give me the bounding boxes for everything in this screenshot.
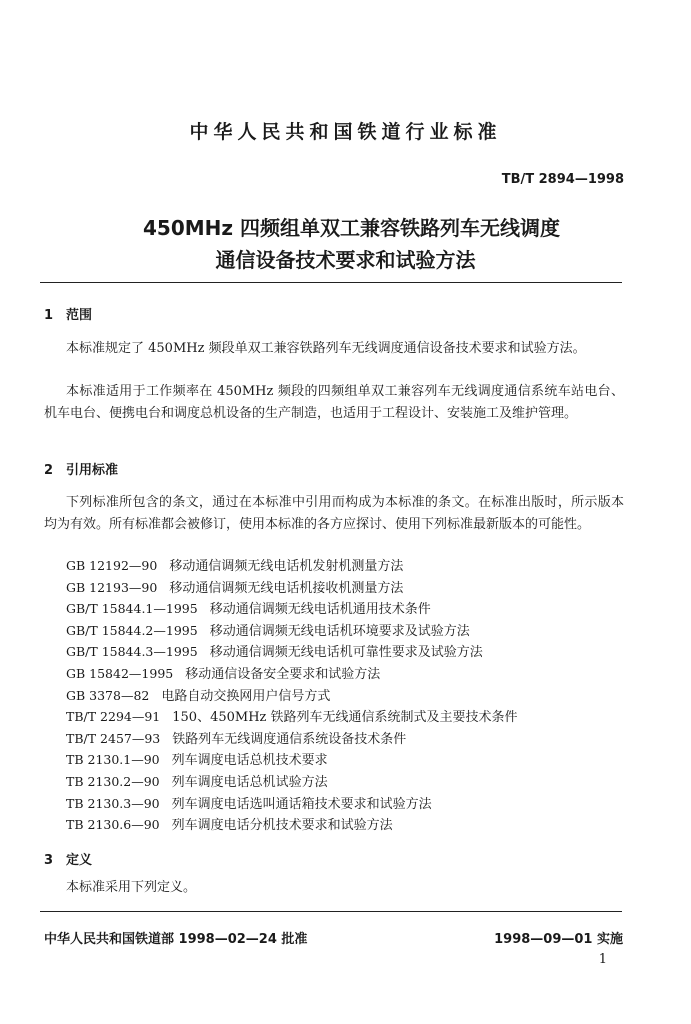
issuing-authority-heading: 中华人民共和国铁道行业标准 — [189, 121, 502, 143]
reference-code: TB 2130.3—90 — [66, 795, 160, 811]
reference-name: 列车调度电话选叫通话箱技术要求和试验方法 — [171, 796, 432, 812]
reference-item — [66, 620, 606, 642]
standard-code: TB/T 2894—1998 — [501, 172, 624, 187]
reference-code: GB/T 15844.3—1995 — [66, 644, 198, 660]
document-title-line-2: 通信设备技术要求和试验方法 — [215, 248, 476, 272]
reference-code: GB/T 15844.1—1995 — [66, 601, 198, 617]
reference-item — [66, 555, 606, 577]
reference-item — [66, 749, 606, 771]
reference-code: GB 12192—90 — [66, 558, 158, 573]
footer-divider — [40, 911, 622, 912]
reference-name: 铁路列车无线调度通信系统设备技术条件 — [172, 731, 407, 747]
section-number: 1 — [44, 308, 54, 323]
page-number: 1 — [598, 952, 607, 967]
section-2-paragraph-1: 下列标准所包含的条文，通过在本标准中引用而构成为本标准的条文。在标准出版时，所示版本均为有效。所有标准都会被修订，使用本标准的各方应探讨、使用下列标准最新版本的可能性。 — [44, 495, 624, 532]
reference-name: 移动通信调频无线电话机环境要求及试验方法 — [209, 623, 470, 639]
reference-code: GB 12193—90 — [66, 579, 158, 595]
reference-code: GB 15842—1995 — [66, 665, 174, 681]
reference-code: TB 2130.2—90 — [66, 773, 160, 789]
reference-code: GB/T 15844.2—1995 — [66, 622, 198, 638]
section-number: 3 — [44, 853, 54, 868]
reference-name: 移动通信调频无线电话机发射机测量方法 — [169, 559, 404, 574]
reference-item — [66, 728, 606, 750]
section-3-heading — [44, 849, 92, 868]
section-title: 范围 — [66, 308, 93, 323]
reference-item — [66, 706, 606, 728]
reference-code: TB 2130.6—90 — [66, 817, 160, 833]
title-divider — [40, 282, 622, 283]
approval-statement: 中华人民共和国铁道部 1998—02—24 批准 — [44, 932, 308, 947]
reference-code: TB 2130.1—90 — [66, 752, 160, 768]
reference-name: 移动通信调频无线电话机接收机测量方法 — [169, 580, 404, 596]
reference-item — [66, 685, 606, 707]
reference-item — [66, 598, 606, 620]
section-3-paragraph-1: 本标准采用下列定义。 — [66, 880, 197, 895]
referenced-standards-list — [66, 555, 606, 836]
reference-code: GB 3378—82 — [66, 687, 150, 703]
section-number: 2 — [44, 463, 54, 478]
section-1-paragraph-1: 本标准规定了 450MHz 频段单双工兼容铁路列车无线调度通信设备技术要求和试验方法。 — [66, 341, 586, 356]
reference-code: TB/T 2457—93 — [66, 730, 161, 746]
reference-name: 列车调度电话总机试验方法 — [171, 774, 328, 790]
reference-name: 电路自动交换网用户信号方式 — [161, 688, 331, 704]
reference-item — [66, 814, 606, 836]
section-title: 引用标准 — [66, 463, 119, 478]
reference-name: 移动通信设备安全要求和试验方法 — [185, 666, 381, 682]
section-1-heading — [44, 304, 92, 323]
reference-name: 移动通信调频无线电话机通用技术条件 — [209, 602, 431, 618]
reference-item — [66, 663, 606, 685]
section-title: 定义 — [66, 853, 93, 868]
section-1-paragraph-2: 本标准适用于工作频率在 450MHz 频段的四频组单双工兼容列车无线调度通信系统车站电台、机车电台、便携电台和调度总机设备的生产制造，也适用于工程设计、安装施工及维护管理。 — [44, 384, 624, 421]
reference-name: 列车调度电话分机技术要求和试验方法 — [171, 818, 393, 834]
implementation-date: 1998—09—01 实施 — [494, 932, 623, 947]
reference-item — [66, 641, 606, 663]
reference-name: 移动通信调频无线电话机可靠性要求及试验方法 — [209, 645, 483, 661]
reference-item — [66, 577, 606, 599]
section-2-heading — [44, 459, 118, 478]
document-title-line-1: 450MHz 四频组单双工兼容铁路列车无线调度 — [143, 216, 560, 240]
reference-item — [66, 793, 606, 815]
reference-code: TB/T 2294—91 — [66, 709, 161, 725]
reference-name: 列车调度电话总机技术要求 — [171, 753, 328, 769]
reference-item — [66, 771, 606, 793]
reference-name: 150、450MHz 铁路列车无线通信系统制式及主要技术条件 — [172, 710, 518, 726]
